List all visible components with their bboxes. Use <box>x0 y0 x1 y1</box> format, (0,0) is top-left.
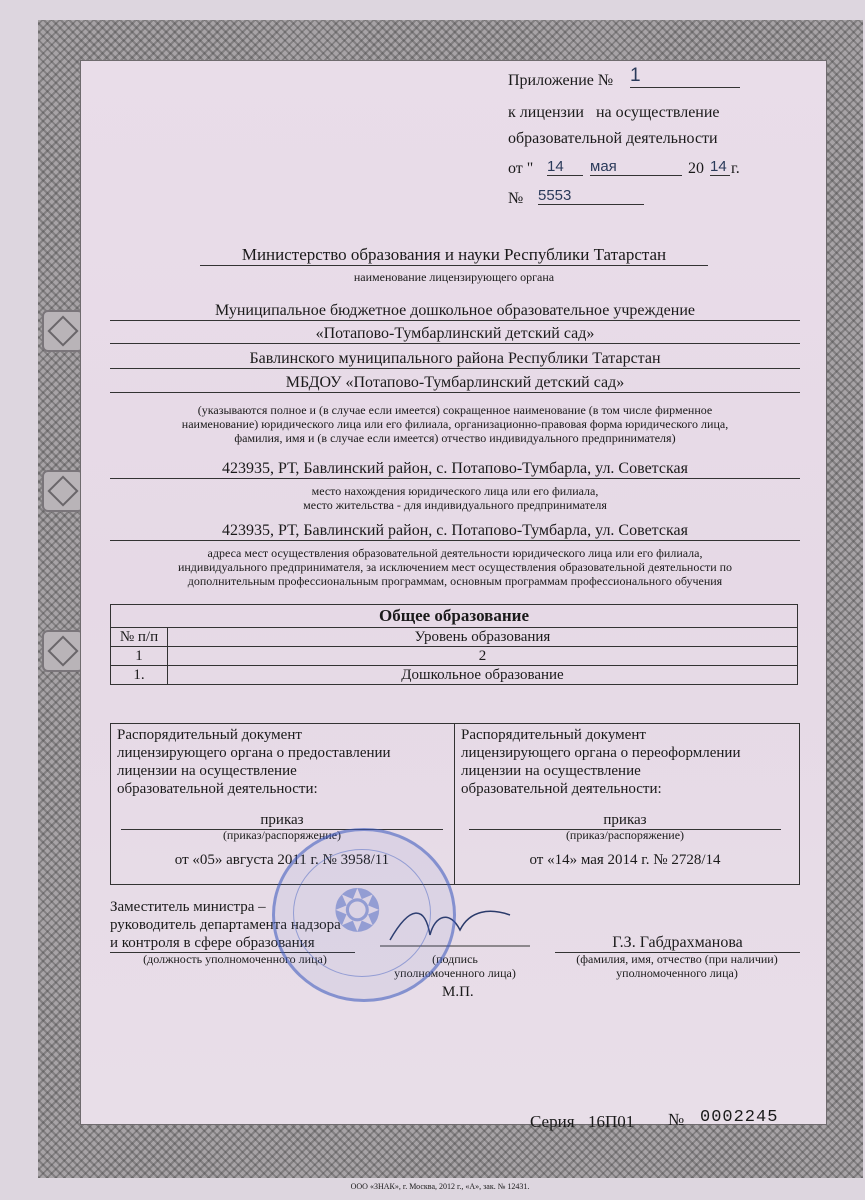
signatory-line: Заместитель министра – <box>110 899 266 915</box>
series-number: 0002245 <box>700 1108 779 1127</box>
org-line2: «Потапово-Тумбарлинский детский сад» <box>110 325 800 344</box>
org-line4: МБДОУ «Потапово-Тумбарлинский детский сад» <box>110 374 800 393</box>
signature-caption2: уполномоченного лица) <box>394 966 516 980</box>
name-caption1: (фамилия, имя, отчество (при наличии) <box>576 952 778 966</box>
appendix-label: Приложение № <box>508 72 614 89</box>
series-label: Серия <box>530 1112 575 1131</box>
printer-imprint: ООО «ЗНАК», г. Москва, 2012 г., «А», зак. № 12431. <box>350 1182 530 1191</box>
activity-caption2: индивидуального предпринимателя, за исключением мест осуществления образовательной деятельности по <box>177 560 733 574</box>
authority-caption: наименование лицензирующего органа <box>353 270 555 284</box>
appendix-date-century: 20 <box>688 160 704 177</box>
org-caption3: фамилия, имя и (в случае если имеется) отчество индивидуального предпринимателя) <box>234 431 676 445</box>
seal-label: М.П. <box>442 984 474 1000</box>
signatory-line: и контроля в сфере образования <box>110 934 355 953</box>
order-left-text: образовательной деятельности: <box>117 781 318 797</box>
appendix-no-label: № <box>508 190 524 207</box>
order-reissue-cell <box>455 724 800 885</box>
order-right-doc: приказ <box>469 812 781 830</box>
order-right-caption: (приказ/распоряжение) <box>565 828 685 842</box>
eagle-emblem-icon: ❂ <box>333 879 382 944</box>
order-right-date: от «14» мая 2014 г. № 2728/14 <box>529 852 721 868</box>
official-seal-icon <box>272 828 456 1002</box>
order-left-text: лицензии на осуществление <box>117 763 297 779</box>
appendix-number: 1 <box>630 65 740 88</box>
address-caption1: место нахождения юридического лица или его филиала, <box>311 484 599 498</box>
order-right-text: образовательной деятельности: <box>461 781 662 797</box>
licensing-authority: Министерство образования и науки Республики Татарстан <box>200 245 708 266</box>
series-value: 16П01 <box>588 1112 635 1131</box>
order-left-text: лицензирующего органа о предоставлении <box>117 745 391 761</box>
border-ornament-icon <box>42 630 84 672</box>
activity-address: 423935, РТ, Бавлинский район, с. Потапово-Тумбарла, ул. Советская <box>110 522 800 541</box>
table-cell: 1. <box>111 666 168 685</box>
table-index: 1 <box>111 647 168 666</box>
address-caption2: место жительства - для индивидуального предпринимателя <box>303 498 607 512</box>
order-left-date: от «05» августа 2011 г. № 3958/11 <box>174 852 390 868</box>
order-left-doc: приказ <box>121 812 443 830</box>
order-left-caption: (приказ/распоряжение) <box>222 828 342 842</box>
order-right-text: лицензии на осуществление <box>461 763 641 779</box>
signatory-name: Г.З. Габдрахманова <box>555 934 800 953</box>
appendix-date-prefix: от " <box>508 160 534 177</box>
border-ornament-icon <box>42 310 84 352</box>
table-row <box>111 666 798 685</box>
table-header: Уровень образования <box>168 628 798 647</box>
activity-caption3: дополнительным профессиональным программам, основным программам профессионального обучения <box>187 574 723 588</box>
order-right-text: Распорядительный документ <box>461 727 646 743</box>
series-no-label: № <box>668 1110 685 1129</box>
org-caption2: наименование) юридического лица или его филиала, организационно-правовая форма юридического лица, <box>181 417 729 431</box>
org-line1: Муниципальное бюджетное дошкольное образовательное учреждение <box>110 302 800 321</box>
name-caption2: уполномоченного лица) <box>616 966 738 980</box>
orders-table <box>110 723 800 885</box>
table-cell: Дошкольное образование <box>168 666 798 685</box>
appendix-date-suffix: г. <box>731 160 740 177</box>
license-number: 5553 <box>538 187 644 205</box>
table-header: № п/п <box>111 628 168 647</box>
position-caption: (должность уполномоченного лица) <box>143 952 327 966</box>
org-address: 423935, РТ, Бавлинский район, с. Потапово-Тумбарла, ул. Советская <box>110 460 800 479</box>
org-line3: Бавлинского муниципального района Республики Татарстан <box>110 350 800 369</box>
table-index: 2 <box>168 647 798 666</box>
signatory-line: руководитель департамента надзора <box>110 917 341 933</box>
appendix-line1: к лицензии на осуществление <box>508 104 720 121</box>
appendix-line2: образовательной деятельности <box>508 130 718 147</box>
appendix-date-month: мая <box>590 158 682 176</box>
appendix-date-year: 14 <box>710 158 730 176</box>
education-table <box>110 604 798 685</box>
appendix-date-day: 14 <box>547 158 583 176</box>
order-right-text: лицензирующего органа о переоформлении <box>461 745 741 761</box>
org-caption1: (указываются полное и (в случае если имеется) сокращенное наименование (в том числе фирменное <box>197 403 713 417</box>
order-left-text: Распорядительный документ <box>117 727 302 743</box>
signature-caption1: (подпись <box>432 952 478 966</box>
activity-caption1: адреса мест осуществления образовательной деятельности юридического лица или его филиала, <box>207 546 703 560</box>
border-ornament-icon <box>42 470 84 512</box>
education-table-title: Общее образование <box>111 605 798 628</box>
